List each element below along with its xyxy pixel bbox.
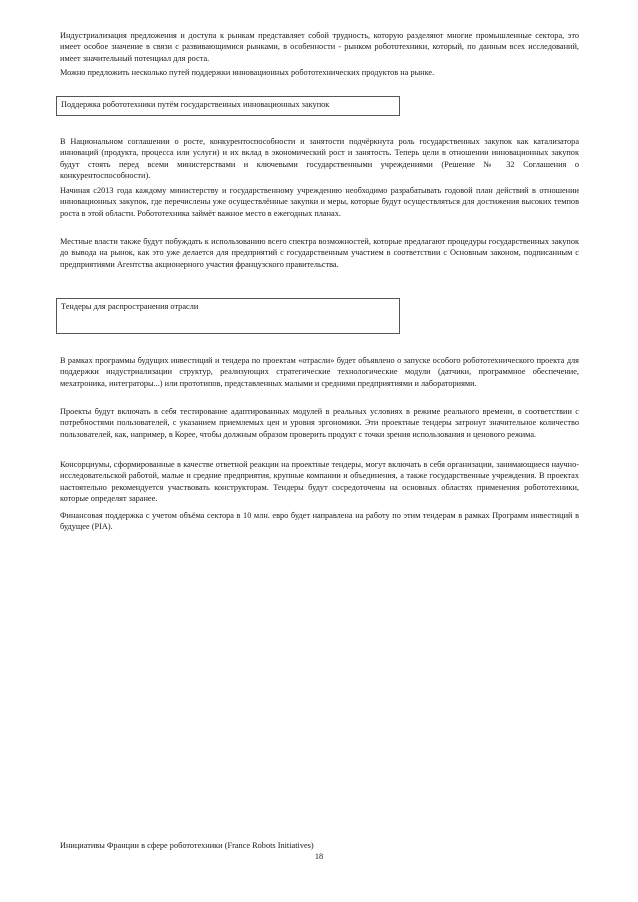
- section-heading-public-procurement: Поддержка робототехники путём государственных инновационных закупок: [61, 100, 330, 109]
- paragraph-local-authorities: Местные власти также будут побуждать к использованию всего спектра возможностей, которые предлагают процедуры государственных закупок до вывода на рынок, как это уже делается для предприятий с государственным участием в соответствии с Основным законом, подписанным с предприятиями Агентства акционерного участия французского правительства.: [60, 237, 579, 269]
- paragraph-financial-support: Финансовая поддержка с учетом объёма сектора в 10 млн. евро будет направлена на работу по этим тендерам в рамках Программ инвестиций в будущее (PIA).: [60, 511, 579, 532]
- paragraph-annual-plan: Начиная с2013 года каждому министерству и государственному учреждению необходимо разрабатывать годовой план действий в отношении инновационных закупок, где перечислены уже осуществлённые закупки и меры, которые будут осуществляться для достижения высоких темпов роста в этой области. Робототехника займёт важное место в ежегодных планах.: [60, 186, 579, 218]
- page-number: 18: [314, 852, 324, 861]
- paragraph-national-agreement: В Национальном соглашении о росте, конкурентоспособности и занятости подчёркнута роль государственных закупок как катализатора инноваций (продукта, процесса или услуги) и их вклад в экономический рост и занятость. Теперь цели в отношении инновационных закупок будут стоять перед всеми министерствами и ключевыми государственными учреждениями (Решение № 32 Соглашения о конкурентоспособности).: [60, 137, 579, 181]
- paragraph-consortia: Консорциумы, сформированные в качестве ответной реакции на проектные тендеры, могут включать в себя организации, занимающиеся научно-исследовательской работой, малые и средние предприятия, крупные компании и объединения, а также государственные учреждения. В проектах настоятельно рекомендуется участвовать конструкторам. Тендеры будут сосредоточены на основных областях применения робототехники, которые определят заранее.: [60, 460, 579, 504]
- section-box-public-procurement: [56, 96, 400, 116]
- section-heading-tenders: Тендеры для распространения отрасли: [61, 302, 199, 311]
- page-footer: Инициативы Франции в сфере робототехники (France Robots Initiatives): [60, 841, 314, 850]
- paragraph-support-ways: Можно предложить несколько путей поддержки инновационных робототехнических продуктов на рынке.: [60, 68, 435, 77]
- section-box-tenders: [56, 298, 400, 334]
- paragraph-investment-program: В рамках программы будущих инвестиций и тендера по проектам «отрасли» будет объявлено о запуске особого робототехнического проекта для поддержки индустриализации структур, реализующих стратегические технологические модули (датчики, программное обеспечение, мехатроника, интеграторы...) или прототипов, представленных малыми и средними предприятиями и лабораториями.: [60, 356, 579, 388]
- paragraph-projects-testing: Проекты будут включать в себя тестирование адаптированных модулей в реальных условиях в режиме реального времени, в соответствии с потребностями пользователей, с указанием приемлемых цен и уровня эргономики. Эти проектные тендеры затронут значительное количество пользователей, как, например, в Корее, чтобы должным образом проверить продукт с точки зрения использования и ценового режима.: [60, 407, 579, 439]
- paragraph-industrialization: Индустриализация предложения и доступа к рынкам представляет собой трудность, которую разделяют многие промышленные сектора, это имеет особое значение в связи с развивающимися рынками, в особенности - рынком робототехники, который, по данным всех исследований, имеет значительный потенциал для роста.: [60, 31, 579, 63]
